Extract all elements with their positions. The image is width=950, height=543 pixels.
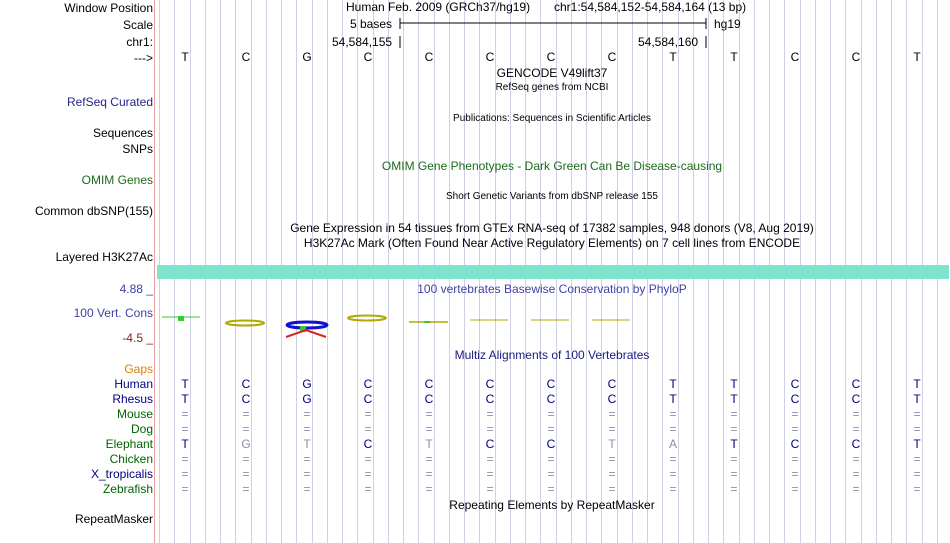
alignment-base: =: [425, 482, 433, 496]
alignment-base: =: [852, 467, 860, 481]
alignment-base: =: [303, 482, 311, 496]
alignment-base: C: [790, 392, 800, 406]
alignment-base: T: [730, 392, 738, 406]
species-label[interactable]: Chicken: [109, 452, 153, 466]
alignment-base: T: [181, 437, 189, 451]
alignment-base: =: [486, 422, 494, 436]
alignment-base: =: [913, 482, 921, 496]
species-label[interactable]: Rhesus: [112, 392, 153, 406]
alignment-base: T: [181, 392, 189, 406]
species-label[interactable]: Mouse: [116, 407, 153, 421]
strand-label[interactable]: --->: [134, 51, 153, 65]
alignment-base: =: [486, 482, 494, 496]
reference-base: T: [913, 50, 921, 64]
gtex-title[interactable]: Gene Expression in 54 tissues from GTEx RNA-seq of 17382 samples, 948 donors (V8, Aug 2019): [290, 221, 814, 235]
repeatmasker-title[interactable]: Repeating Elements by RepeatMasker: [449, 498, 655, 512]
alignment-base: =: [364, 422, 372, 436]
alignment-base: =: [425, 467, 433, 481]
alignment-base: C: [363, 377, 373, 391]
alignment-base: =: [181, 407, 189, 421]
alignment-base: =: [303, 467, 311, 481]
species-label[interactable]: Dog: [130, 422, 153, 436]
alignment-base: =: [608, 482, 616, 496]
omim-title[interactable]: OMIM Gene Phenotypes - Dark Green Can Be Disease-causing: [381, 159, 723, 173]
alignment-base: =: [669, 482, 677, 496]
alignment-base: T: [303, 437, 311, 451]
conservation-min-label: -4.5 _: [122, 331, 153, 345]
alignment-base: G: [241, 437, 251, 451]
alignment-base: =: [852, 422, 860, 436]
alignment-base: C: [241, 377, 251, 391]
alignment-base: =: [669, 407, 677, 421]
alignment-base: =: [364, 407, 372, 421]
cons-glyph-c-1: [226, 321, 264, 326]
window-position-label: Window Position: [64, 1, 153, 15]
alignment-base: =: [791, 452, 799, 466]
snps-track-label[interactable]: SNPs: [122, 142, 153, 156]
alignment-base: G: [302, 377, 312, 391]
alignment-base: G: [302, 392, 312, 406]
reference-base: C: [607, 50, 617, 64]
alignment-base: =: [608, 467, 616, 481]
reference-base: C: [790, 50, 800, 64]
alignment-base: =: [486, 452, 494, 466]
alignment-base: =: [730, 452, 738, 466]
alignment-base: =: [669, 467, 677, 481]
position-range: chr1:54,584,152-54,584,164 (13 bp): [554, 0, 747, 14]
alignment-base: =: [547, 422, 555, 436]
alignment-base: A: [668, 437, 677, 451]
alignment-base: T: [730, 437, 738, 451]
cons-glyph-t-3: [424, 321, 430, 323]
alignment-base: C: [546, 392, 556, 406]
alignment-base: =: [242, 452, 250, 466]
reference-base: C: [485, 50, 495, 64]
alignment-base: =: [425, 407, 433, 421]
alignment-base: C: [241, 392, 251, 406]
alignment-base: C: [363, 392, 373, 406]
coord-left: 54,584,155: [332, 35, 393, 49]
refseq-track-label[interactable]: RefSeq Curated: [66, 95, 153, 109]
reference-base: G: [302, 50, 312, 64]
reference-base: C: [241, 50, 251, 64]
alignment-base: =: [486, 407, 494, 421]
alignment-base: C: [485, 377, 495, 391]
alignment-base: =: [730, 482, 738, 496]
alignment-base: =: [730, 422, 738, 436]
h3k27ac-title[interactable]: H3K27Ac Mark (Often Found Near Active Regulatory Elements) on 7 cell lines from ENCODE: [303, 236, 801, 250]
alignment-base: C: [790, 437, 800, 451]
alignment-base: T: [608, 437, 616, 451]
alignment-base: =: [547, 482, 555, 496]
publications-title[interactable]: Publications: Sequences in Scientific Articles: [453, 113, 651, 124]
refseq-subtitle[interactable]: RefSeq genes from NCBI: [495, 82, 609, 93]
alignment-base: T: [181, 377, 189, 391]
assembly-title: Human Feb. 2009 (GRCh37/hg19): [346, 0, 531, 14]
cons-glyph-t: [178, 316, 184, 321]
alignment-base: =: [791, 422, 799, 436]
alignment-base: =: [364, 467, 372, 481]
alignment-base: =: [242, 407, 250, 421]
alignment-base: C: [607, 377, 617, 391]
h3k27ac-track-label[interactable]: Layered H3K27Ac: [55, 250, 153, 264]
alignment-base: C: [424, 377, 434, 391]
alignment-base: =: [730, 467, 738, 481]
dbsnp-track-label[interactable]: Common dbSNP(155): [34, 204, 153, 218]
scale-assembly: hg19: [714, 17, 741, 31]
alignment-base: T: [913, 392, 921, 406]
alignment-base: T: [913, 437, 921, 451]
alignment-base: C: [485, 437, 495, 451]
cons-glyph-g: [287, 322, 327, 328]
conservation-max-label: 4.88 _: [119, 282, 153, 296]
alignment-base: =: [181, 482, 189, 496]
alignment-base: =: [547, 452, 555, 466]
alignment-base: =: [669, 452, 677, 466]
gencode-title[interactable]: GENCODE V49lift37: [496, 66, 608, 80]
cons-glyph-a: [286, 330, 326, 337]
alignment-base: T: [669, 377, 677, 391]
alignment-base: T: [669, 392, 677, 406]
alignment-base: =: [608, 452, 616, 466]
alignment-base: =: [608, 407, 616, 421]
alignment-base: C: [851, 392, 861, 406]
alignment-base: T: [425, 437, 433, 451]
dbsnp-title[interactable]: Short Genetic Variants from dbSNP release 155: [446, 191, 658, 202]
alignment-base: =: [913, 452, 921, 466]
repeatmasker-track-label[interactable]: RepeatMasker: [74, 512, 153, 526]
alignment-base: =: [181, 452, 189, 466]
cons-glyph-c-2: [348, 316, 386, 321]
alignment-base: =: [242, 467, 250, 481]
alignment-base: =: [913, 407, 921, 421]
chrom-label: chr1:: [126, 35, 153, 49]
conservation-track-label[interactable]: 100 Vert. Cons: [73, 306, 153, 320]
reference-base: C: [851, 50, 861, 64]
alignment-base: C: [851, 437, 861, 451]
alignment-base: T: [913, 377, 921, 391]
reference-base: C: [546, 50, 556, 64]
scale-label: Scale: [122, 18, 153, 32]
alignment-base: =: [303, 452, 311, 466]
reference-base: C: [424, 50, 434, 64]
alignment-base: T: [730, 377, 738, 391]
alignment-base: =: [669, 422, 677, 436]
alignment-base: =: [364, 452, 372, 466]
alignment-base: C: [363, 437, 373, 451]
alignment-base: =: [425, 452, 433, 466]
alignment-base: =: [242, 422, 250, 436]
alignment-base: C: [546, 437, 556, 451]
alignment-base: =: [181, 467, 189, 481]
alignment-base: =: [486, 467, 494, 481]
alignment-base: =: [852, 452, 860, 466]
alignment-base: =: [364, 482, 372, 496]
species-label[interactable]: Elephant: [105, 437, 153, 451]
alignment-base: C: [607, 392, 617, 406]
alignment-base: C: [790, 377, 800, 391]
alignment-base: C: [546, 377, 556, 391]
species-label[interactable]: X_tropicalis: [90, 467, 153, 481]
multiz-title[interactable]: Multiz Alignments of 100 Vertebrates: [454, 348, 650, 362]
alignment-base: C: [485, 392, 495, 406]
omim-track-label[interactable]: OMIM Genes: [81, 173, 153, 187]
alignment-base: =: [425, 422, 433, 436]
publications-track-label[interactable]: Sequences: [92, 126, 153, 140]
alignment-base: =: [547, 467, 555, 481]
species-label[interactable]: Zebrafish: [102, 482, 153, 496]
reference-base: T: [730, 50, 738, 64]
alignment-base: =: [791, 407, 799, 421]
alignment-base: =: [852, 407, 860, 421]
gaps-label: Gaps: [124, 362, 153, 376]
reference-base: T: [181, 50, 189, 64]
alignment-base: =: [791, 482, 799, 496]
alignment-base: =: [303, 422, 311, 436]
conservation-title[interactable]: 100 vertebrates Basewise Conservation by PhyloP: [417, 282, 687, 296]
coord-right: 54,584,160: [638, 35, 699, 49]
alignment-base: C: [851, 377, 861, 391]
alignment-base: =: [913, 467, 921, 481]
alignment-base: =: [791, 467, 799, 481]
alignment-base: =: [852, 482, 860, 496]
reference-base: T: [669, 50, 677, 64]
alignment-base: C: [424, 392, 434, 406]
alignment-base: =: [547, 407, 555, 421]
alignment-base: =: [608, 422, 616, 436]
scale-bases: 5 bases: [350, 17, 393, 31]
alignment-base: =: [730, 407, 738, 421]
alignment-base: =: [913, 422, 921, 436]
species-label[interactable]: Human: [114, 377, 153, 391]
alignment-base: =: [242, 482, 250, 496]
reference-base: C: [363, 50, 373, 64]
alignment-base: =: [181, 422, 189, 436]
alignment-base: =: [303, 407, 311, 421]
